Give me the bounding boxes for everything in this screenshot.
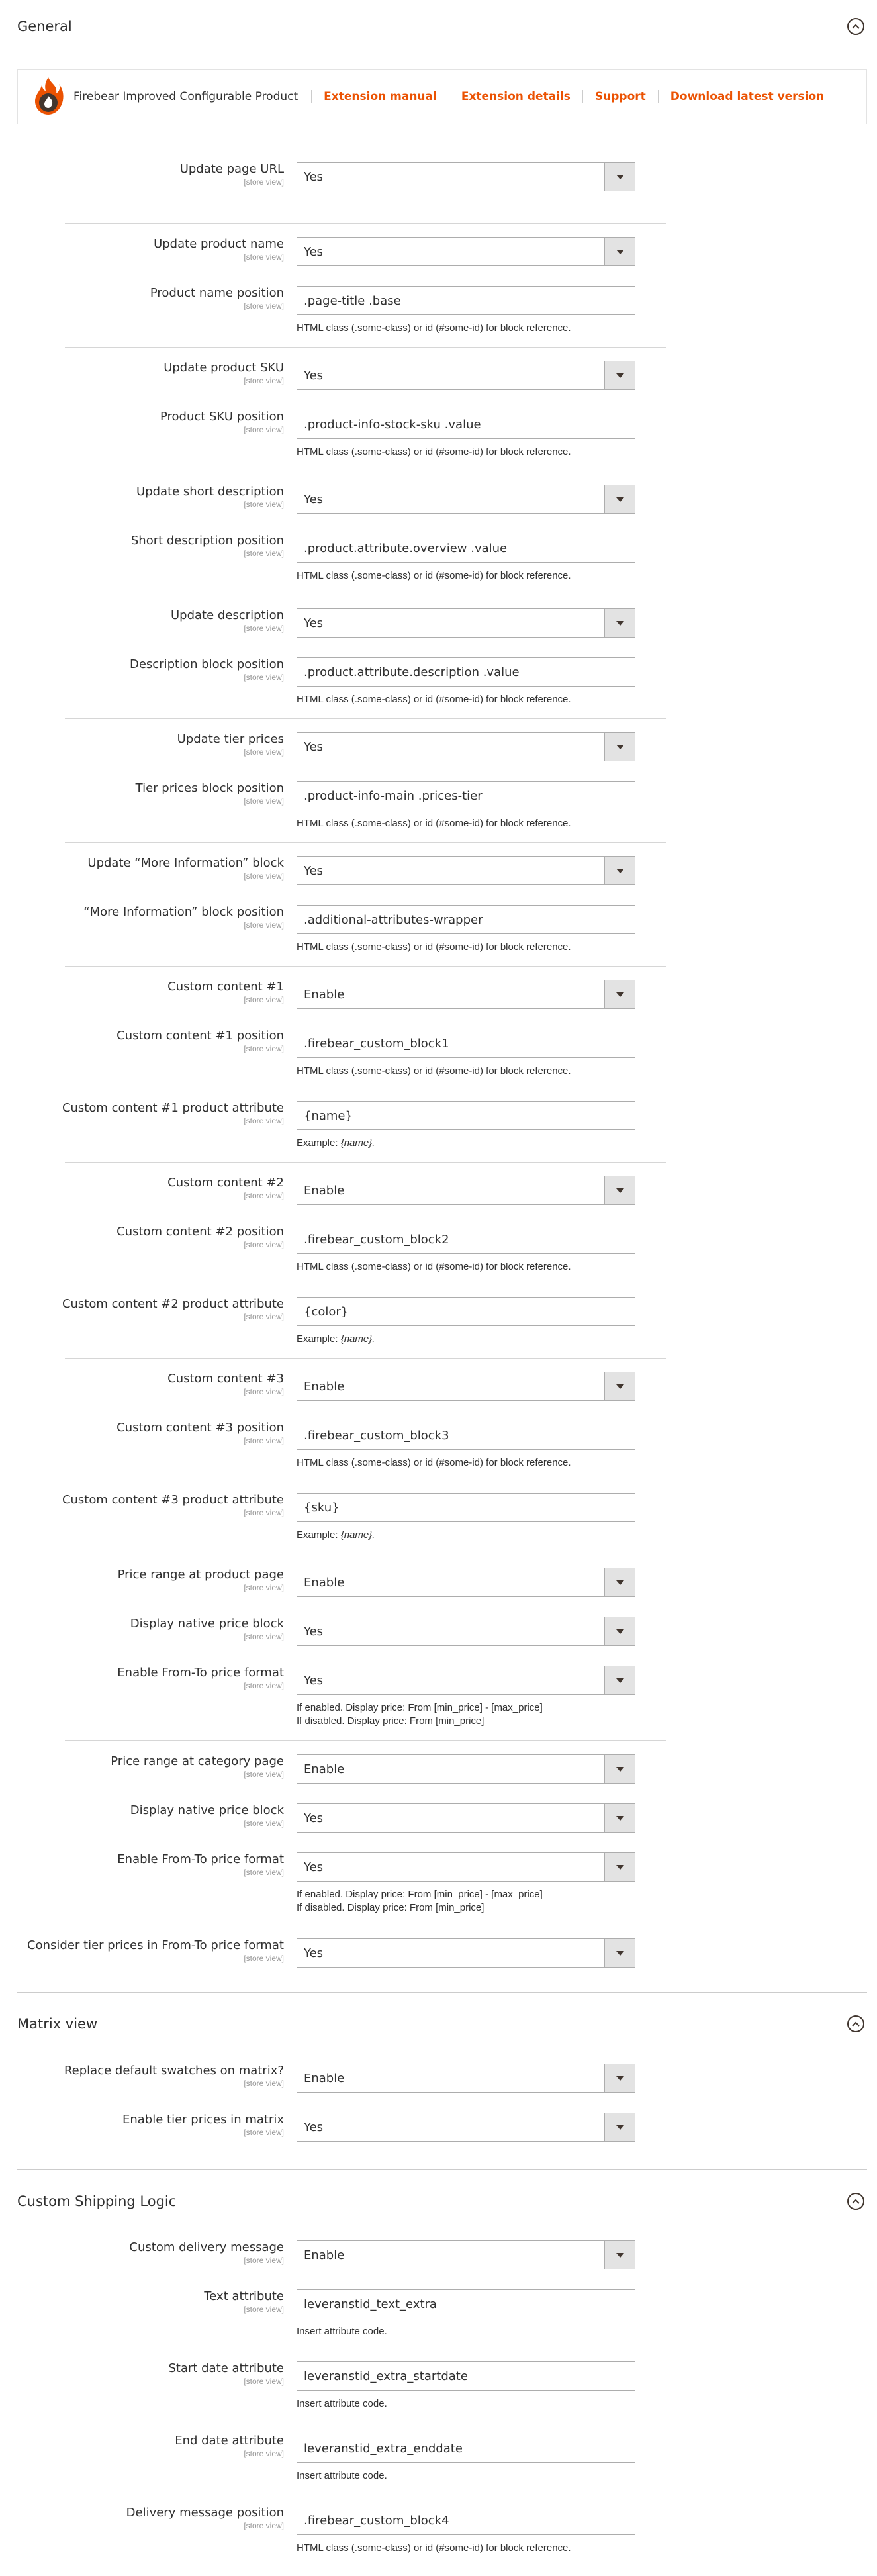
field-value: Yes [304,492,324,506]
field-label: Update “More Information” block [87,856,284,870]
field-label: Delivery message position [126,2506,284,2520]
scope-label: [store view] [244,1632,284,1641]
scope-label: [store view] [244,252,284,262]
tier-prices-block-position-input[interactable] [297,781,635,810]
caret-down-icon[interactable] [604,238,635,265]
field-label: Enable From-To price format [117,1666,284,1680]
field-label: Consider tier prices in From-To price format [27,1938,284,1952]
field-label-group [6,410,284,435]
field-separator [65,1162,666,1163]
field-separator [65,1740,666,1741]
field-label: Update tier prices [177,732,284,746]
scope-label: [store view] [244,500,284,509]
field-value: .product-info-main .prices-tier [304,788,483,803]
scope-label: [store view] [244,1191,284,1200]
custom3-attr-input[interactable] [297,1493,635,1522]
chevron-up-circle-icon[interactable] [847,2015,864,2032]
field-note: HTML class (.some-class) or id (#some-id) for block reference. [297,446,571,457]
field-note: HTML class (.some-class) or id (#some-id) for block reference. [297,1261,571,1272]
field-separator [65,223,666,224]
field-value: .product-info-stock-sku .value [304,417,481,432]
field-value: .product.attribute.description .value [304,665,520,679]
example-prefix: Example: [297,1333,341,1345]
caret-down-icon[interactable] [604,2064,635,2092]
field-note: HTML class (.some-class) or id (#some-id) for block reference. [297,2542,571,2553]
tier-in-matrix-select[interactable] [297,2113,635,2142]
scope-label: [store view] [244,871,284,881]
chevron-up-circle-icon[interactable] [847,2193,864,2210]
custom3-position-input[interactable] [297,1421,635,1450]
field-label-group [6,1568,284,1593]
description-block-position-input[interactable] [297,657,635,687]
field-note [297,1701,694,1728]
download-latest-link[interactable]: Download latest version [658,90,837,103]
field-label-group [6,856,284,881]
field-label: Update description [171,608,284,622]
scope-label: [store view] [244,1312,284,1321]
scope-label: [store view] [244,1116,284,1125]
field-label: Update product name [154,237,284,251]
field-value: leveranstid_extra_startdate [304,2369,468,2383]
scope-label: [store view] [244,1819,284,1828]
field-label: Update product SKU [163,361,284,375]
native-price-product-select[interactable] [297,1617,635,1646]
scope-label: [store view] [244,747,284,757]
field-note: HTML class (.some-class) or id (#some-id) for block reference. [297,941,571,953]
field-label-group [6,1617,284,1642]
custom3-select[interactable] [297,1372,635,1401]
field-label: Custom content #1 position [116,1029,284,1043]
caret-down-icon[interactable] [604,733,635,761]
field-value: Enable [304,1379,345,1394]
field-label: Tier prices block position [135,781,284,795]
caret-down-icon[interactable] [604,485,635,513]
section-title-shipping: Custom Shipping Logic [17,2193,177,2209]
scope-label: [store view] [244,1954,284,1963]
extension-name: Firebear Improved Configurable Product [73,90,299,103]
custom1-position-input[interactable] [297,1029,635,1058]
field-value: Yes [304,2120,324,2134]
caret-down-icon[interactable] [604,1939,635,1967]
field-label-group [6,2506,284,2531]
caret-down-icon[interactable] [604,1568,635,1596]
custom-delivery-message-select[interactable] [297,2240,635,2269]
field-label-group [6,1225,284,1250]
caret-down-icon[interactable] [604,1617,635,1645]
field-value: .product.attribute.overview .value [304,541,508,555]
field-label: End date attribute [175,2434,284,2448]
field-value: Yes [304,169,324,184]
field-note: HTML class (.some-class) or id (#some-id) for block reference. [297,570,571,581]
field-note: HTML class (.some-class) or id (#some-id) for block reference. [297,818,571,829]
field-label: Custom content #3 [167,1372,284,1386]
field-label-group [6,608,284,634]
section-divider [17,2169,867,2170]
field-label-group [6,657,284,683]
field-note: Insert attribute code. [297,2326,387,2337]
field-label: Custom content #3 product attribute [62,1493,284,1507]
field-value: .firebear_custom_block1 [304,1036,449,1051]
field-label-group [6,2113,284,2138]
custom1-attr-input[interactable] [297,1101,635,1130]
field-label-group [6,534,284,559]
scope-label: [store view] [244,376,284,385]
scope-label: [store view] [244,624,284,633]
section-title-matrix: Matrix view [17,2016,98,2032]
field-label: Product SKU position [160,410,284,424]
scope-label: [store view] [244,2305,284,2314]
scope-label: [store view] [244,1681,284,1690]
field-label-group [6,2434,284,2459]
field-label-group [6,1493,284,1518]
field-label: Description block position [129,657,284,671]
field-value: Yes [304,1624,324,1639]
field-note [297,1333,694,1346]
field-label: Enable tier prices in matrix [122,2113,284,2126]
extension-banner [17,69,867,124]
field-label: Custom content #1 product attribute [62,1101,284,1115]
update-product-sku-select[interactable] [297,361,635,390]
field-value: Enable [304,1762,345,1776]
field-label-group [6,1666,284,1691]
scope-label: [store view] [244,2079,284,2088]
caret-down-icon[interactable] [604,980,635,1008]
field-label-group [6,2064,284,2089]
field-label: Custom delivery message [129,2240,284,2254]
caret-down-icon[interactable] [604,857,635,884]
from-to-disabled-note: If disabled. Display price: From [min_price] [297,1715,485,1727]
end-date-attribute-input[interactable] [297,2434,635,2463]
caret-down-icon[interactable] [604,1176,635,1204]
scope-label: [store view] [244,920,284,930]
field-label: Enable From-To price format [117,1852,284,1866]
field-label: Custom content #2 [167,1176,284,1190]
field-label: Update page URL [179,162,284,176]
field-label-group [6,781,284,806]
field-label-group [6,485,284,510]
update-more-info-select[interactable] [297,856,635,885]
field-note: Insert attribute code. [297,2398,387,2409]
price-range-category-select[interactable] [297,1754,635,1784]
field-value: Yes [304,1946,324,1960]
field-label: Custom content #2 product attribute [62,1297,284,1311]
field-value: .additional-attributes-wrapper [304,912,483,927]
from-to-product-select[interactable] [297,1666,635,1695]
field-label: “More Information” block position [83,905,284,919]
field-label-group [6,1372,284,1397]
scope-label: [store view] [244,673,284,682]
field-label: Custom content #3 position [116,1421,284,1435]
caret-down-icon[interactable] [604,1804,635,1832]
update-tier-prices-select[interactable] [297,732,635,761]
caret-down-icon[interactable] [604,1755,635,1783]
from-to-category-select[interactable] [297,1852,635,1882]
field-value: Yes [304,368,324,383]
field-separator [65,1358,666,1359]
field-label-group [6,1101,284,1126]
scope-label: [store view] [244,425,284,434]
field-value: .firebear_custom_block2 [304,1232,449,1247]
caret-down-icon[interactable] [604,1666,635,1694]
short-description-position-input[interactable] [297,534,635,563]
field-value: Yes [304,1860,324,1874]
scope-label: [store view] [244,995,284,1004]
field-value: Yes [304,244,324,259]
custom1-select[interactable] [297,980,635,1009]
field-label: Price range at product page [117,1568,284,1582]
firebear-logo-icon [31,75,66,119]
field-label-group [6,1754,284,1780]
scope-label: [store view] [244,2449,284,2458]
update-short-description-select[interactable] [297,485,635,514]
section-header-shipping[interactable] [17,2183,867,2220]
example-prefix: Example: [297,1137,341,1149]
start-date-attribute-input[interactable] [297,2361,635,2391]
custom2-attr-input[interactable] [297,1297,635,1326]
scope-label: [store view] [244,2377,284,2386]
scope-label: [store view] [244,1387,284,1396]
extension-manual-link[interactable]: Extension manual [311,90,449,103]
field-value: {sku} [304,1500,340,1515]
field-value: {color} [304,1304,349,1319]
section-title-general: General [17,19,72,34]
field-note [297,1529,694,1542]
field-label: Short description position [130,534,284,548]
replace-swatches-select[interactable] [297,2064,635,2093]
field-value: Yes [304,863,324,878]
field-label-group [6,1803,284,1829]
field-note: HTML class (.some-class) or id (#some-id) for block reference. [297,1065,571,1076]
field-label-group [6,980,284,1005]
scope-label: [store view] [244,2256,284,2265]
field-label-group [6,732,284,757]
field-label-group [6,1029,284,1054]
field-label: Text attribute [204,2289,284,2303]
field-label: Product name position [150,286,284,300]
field-label: Update short description [136,485,284,499]
example-prefix: Example: [297,1529,341,1541]
scope-label: [store view] [244,1583,284,1592]
field-label-group [6,1852,284,1878]
field-label: Display native price block [130,1617,284,1631]
field-value: Enable [304,1183,345,1198]
chevron-up-circle-icon[interactable] [847,18,864,35]
field-label: Price range at category page [111,1754,284,1768]
scope-label: [store view] [244,301,284,310]
caret-down-icon[interactable] [604,1372,635,1400]
field-note: HTML class (.some-class) or id (#some-id) for block reference. [297,1457,571,1468]
field-separator [65,347,666,348]
field-label-group [6,286,284,311]
field-label-group [6,1938,284,1964]
field-value: {name} [304,1108,353,1123]
field-value: Enable [304,2248,345,2262]
field-label-group [6,1297,284,1322]
product-name-position-input[interactable] [297,286,635,315]
from-to-enabled-note: If enabled. Display price: From [min_price] - [max_price] [297,1889,543,1900]
field-label-group [6,2240,284,2266]
caret-down-icon[interactable] [604,609,635,637]
update-page-url-select[interactable] [297,162,635,191]
caret-down-icon[interactable] [604,2241,635,2269]
scope-label: [store view] [244,1868,284,1877]
field-separator [65,718,666,719]
field-label: Custom content #2 position [116,1225,284,1239]
example-value: {name}. [340,1333,375,1345]
field-label: Replace default swatches on matrix? [64,2064,284,2077]
field-label-group [6,905,284,930]
section-header-matrix[interactable] [17,2005,867,2042]
price-range-product-select[interactable] [297,1568,635,1597]
update-product-name-select[interactable] [297,237,635,266]
custom2-select[interactable] [297,1176,635,1205]
section-divider [17,1992,867,1993]
field-value: Enable [304,987,345,1002]
caret-down-icon[interactable] [604,2113,635,2141]
field-note [297,1888,694,1915]
delivery-message-position-input[interactable] [297,2506,635,2535]
field-label-group [6,237,284,262]
support-link[interactable]: Support [582,90,658,103]
field-label: Display native price block [130,1803,284,1817]
field-value: Yes [304,739,324,754]
scope-label: [store view] [244,177,284,187]
more-info-position-input[interactable] [297,905,635,934]
field-label: Start date attribute [168,2361,284,2375]
scope-label: [store view] [244,796,284,806]
field-label-group [6,1176,284,1201]
field-separator [65,966,666,967]
field-label-group [6,361,284,386]
text-attribute-input[interactable] [297,2289,635,2318]
from-to-enabled-note: If enabled. Display price: From [min_price] - [max_price] [297,1702,543,1713]
scope-label: [store view] [244,1436,284,1445]
from-to-disabled-note: If disabled. Display price: From [min_price] [297,1902,485,1913]
field-value: Enable [304,1575,345,1590]
field-note: HTML class (.some-class) or id (#some-id) for block reference. [297,694,571,705]
field-value: .firebear_custom_block3 [304,1428,449,1443]
section-header-general[interactable] [17,8,867,45]
scope-label: [store view] [244,1770,284,1779]
field-value: Enable [304,2071,345,2085]
field-note: HTML class (.some-class) or id (#some-id) for block reference. [297,322,571,334]
field-label-group [6,2361,284,2387]
scope-label: [store view] [244,1240,284,1249]
field-value: .firebear_custom_block4 [304,2513,449,2528]
field-note: Insert attribute code. [297,2470,387,2481]
caret-down-icon[interactable] [604,1853,635,1881]
native-price-category-select[interactable] [297,1803,635,1833]
caret-down-icon[interactable] [604,361,635,389]
field-label-group [6,162,284,187]
field-value: .page-title .base [304,293,401,308]
product-sku-position-input[interactable] [297,410,635,439]
field-value: leveranstid_extra_enddate [304,2441,463,2456]
example-value: {name}. [340,1529,375,1541]
field-value: Yes [304,616,324,630]
custom2-position-input[interactable] [297,1225,635,1254]
field-value: Yes [304,1811,324,1825]
caret-down-icon[interactable] [604,163,635,191]
field-label-group [6,1421,284,1446]
field-value: leveranstid_text_extra [304,2297,437,2311]
scope-label: [store view] [244,1508,284,1517]
example-value: {name}. [340,1137,375,1149]
field-label: Custom content #1 [167,980,284,994]
scope-label: [store view] [244,1044,284,1053]
tier-in-from-to-select[interactable] [297,1938,635,1968]
field-label-group [6,2289,284,2314]
scope-label: [store view] [244,2521,284,2530]
field-note [297,1137,694,1150]
field-separator [65,842,666,843]
update-description-select[interactable] [297,608,635,638]
scope-label: [store view] [244,2128,284,2137]
extension-details-link[interactable]: Extension details [449,90,582,103]
scope-label: [store view] [244,549,284,558]
field-value: Yes [304,1673,324,1688]
